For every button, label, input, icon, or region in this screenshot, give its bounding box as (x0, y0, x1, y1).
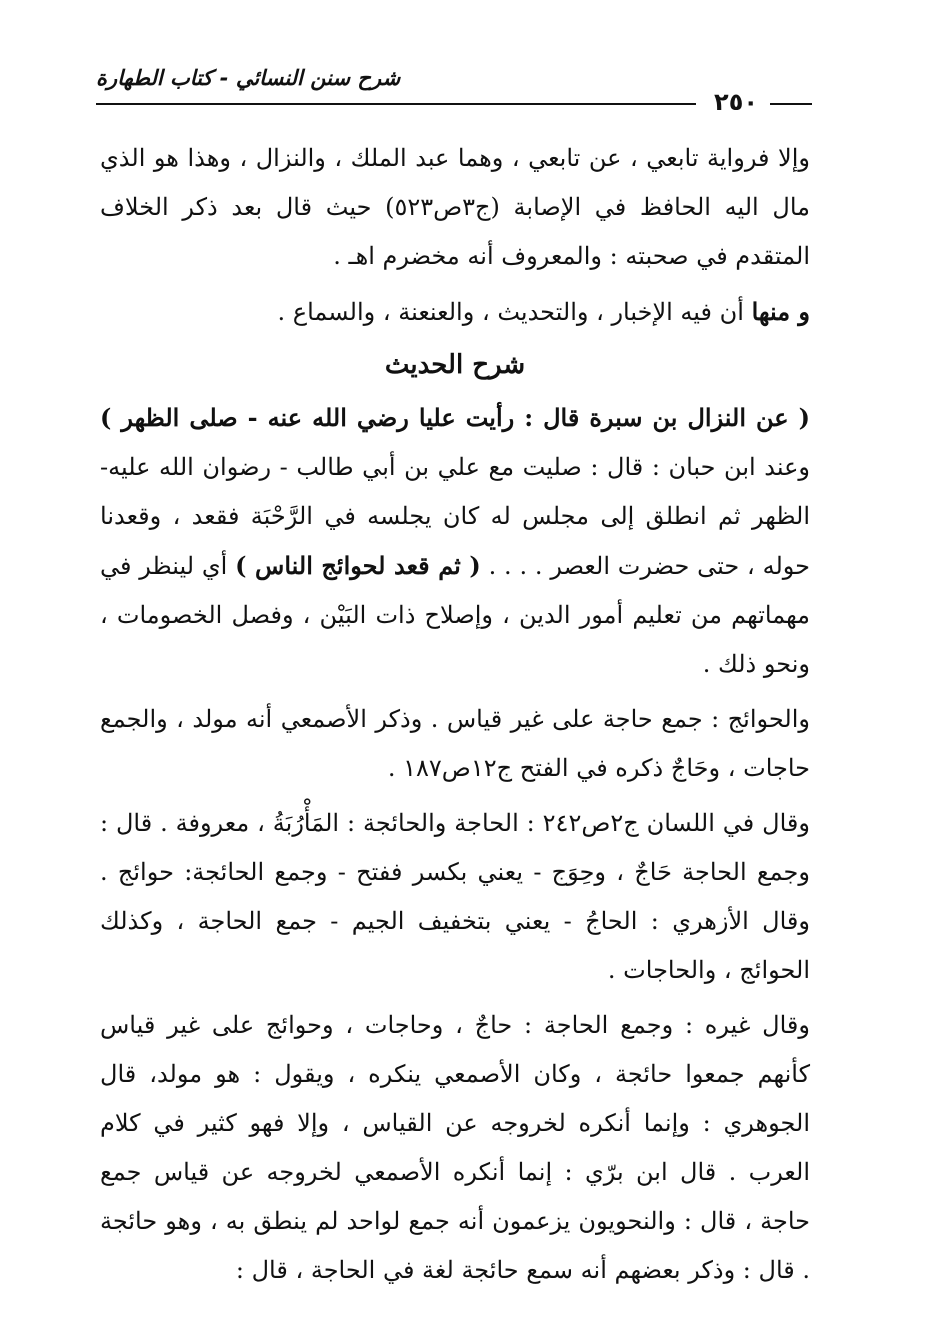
bold-segment: و منها (751, 297, 810, 326)
text-segment: أي لينظر في مهماتهم من تعليم أمور الدين ، وإصلاح ذات البَيْن ، وفصل الخصومات ، ونحو ذلك . (100, 552, 810, 678)
text-segment: والحوائج : جمع حاجة على غير قياس . وذكر الأصمعي أنه مولد ، والجمع حاجات ، وحَاجٌ ذكره في الفتح ج١٢ص١٨٧ . (100, 705, 810, 782)
bold-segment: شرح الحديث (384, 350, 526, 380)
paragraph-p5 (100, 799, 810, 995)
paragraph-p2 (100, 287, 810, 337)
page-number-dash (770, 103, 812, 105)
section-heading (100, 339, 810, 391)
paragraph-p6 (100, 1001, 810, 1295)
text-segment: وإلا فرواية تابعي ، عن تابعي ، وهما عبد الملك ، والنزال ، وهذا هو الذي مال اليه الحافظ في الإصابة (ج٣ص٥٢٣) حيث قال بعد ذكر الخلاف المتقدم في صحبته : والمعروف أنه مخضرم اهـ . (100, 144, 810, 270)
paragraph-p4 (100, 695, 810, 793)
header-rule (96, 103, 696, 105)
page-number: ٢٥٠ (708, 88, 764, 116)
text-segment: وقال غيره : وجمع الحاجة : حاجٌ ، وحاجات ، وحوائج على غير قياس كأنهم جمعوا حائجة ، وكان الأصمعي ينكره ، ويقول : هو مولد، قال الجوهري : وإنما أنكره لخروجه عن القياس ، وإلا فهو كثير في كلام العرب . قال ابن برّي : إنما أنكره الأصمعي لخروجه عن قياس جمع حاجة ، قال : والنحويون يزعمون أنه جمع لواحد لم ينطق به ، وهو حائجة . قال : وذكر بعضهم أنه سمع حائجة لغة في الحاجة ، قال : (100, 1011, 810, 1284)
paragraph-p1 (100, 134, 810, 281)
running-header-title: شرح سنن النسائي - كتاب الطهارة (96, 66, 401, 90)
running-header (96, 66, 812, 116)
paragraph-p3 (100, 393, 810, 689)
body-text (100, 134, 810, 1295)
bold-segment: ( عن النزال بن سبرة قال : رأيت عليا رضي الله عنه - صلى الظهر ) (100, 403, 810, 432)
text-segment: وقال في اللسان ج٢ص٢٤٢ : الحاجة والحائجة : المَأْرُبَةُ ، معروفة . قال : وجمع الحاجة حَاجٌ ، وحِوَج - يعني بكسر ففتح - وجمع الحائجة: حوائج . وقال الأزهري : الحاجُ - يعني بتخفيف الجيم - جمع الحاجة ، وكذلك الحوائج ، والحاجات . (100, 809, 810, 984)
text-segment: وعند ابن حبان : قال : صليت مع علي بن أبي طالب - رضوان الله عليه- الظهر ثم انطلق إلى مجلس له كان يجلسه في الرَّحْبَة فقعد ، وقعدنا حوله ، حتى حضرت العصر . . . . (100, 453, 810, 580)
bold-segment: ( ثم قعد لحوائج الناس ) (235, 551, 481, 580)
text-segment: أن فيه الإخبار ، والتحديث ، والعنعنة ، والسماع . (277, 298, 752, 326)
